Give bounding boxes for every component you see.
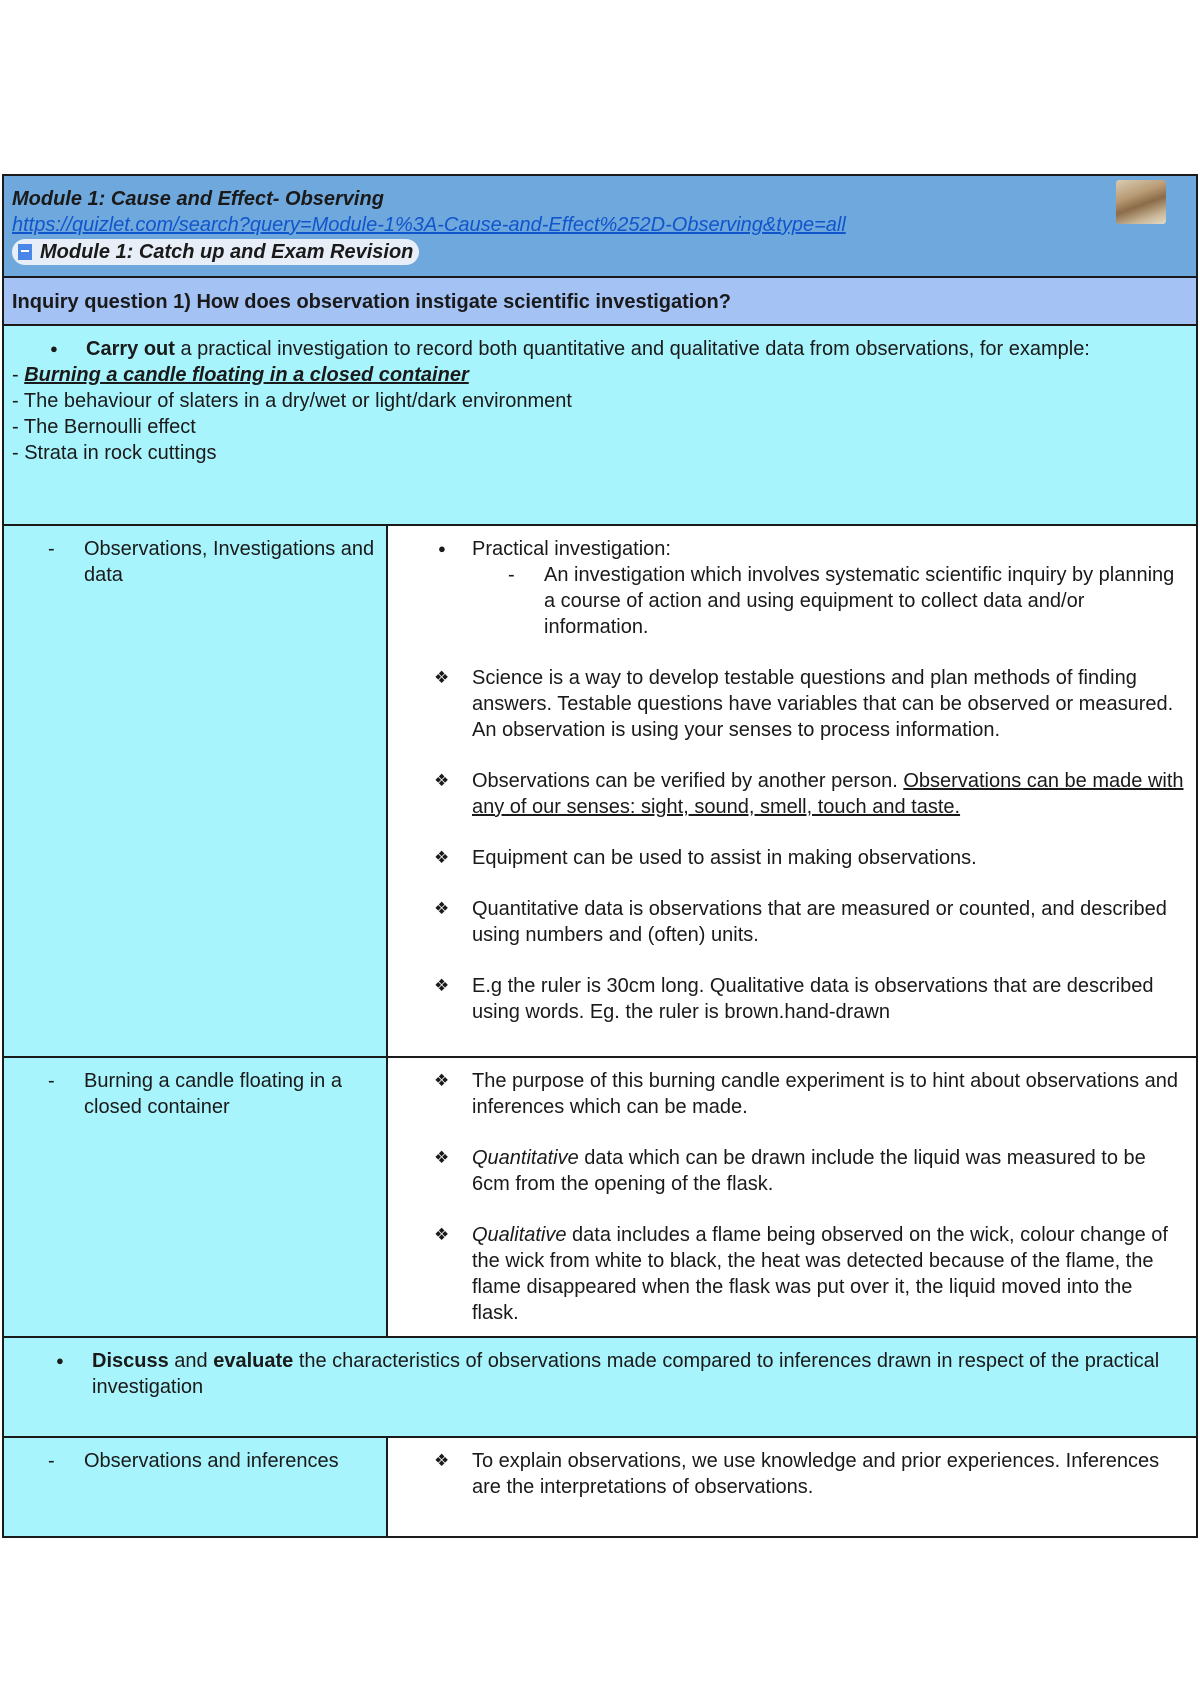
quizlet-link[interactable]: https://quizlet.com/search?query=Module-1%3A-Cause-and-Effect%252D-Observing&type=all bbox=[12, 214, 846, 236]
equipment-item: ❖ Equipment can be used to assist in making observations. bbox=[388, 845, 1184, 871]
practical-text: Practical investigation: bbox=[472, 538, 671, 560]
practical-item bbox=[388, 536, 1184, 562]
quant-word: Quantitative bbox=[472, 1147, 579, 1169]
qual-word: Qualitative bbox=[472, 1224, 567, 1246]
slater-photo-image bbox=[1116, 180, 1166, 224]
example-4: - Strata in rock cuttings bbox=[12, 442, 217, 464]
verified-text: Observations can be verified by another person. bbox=[472, 770, 904, 792]
section-2-left bbox=[4, 1058, 388, 1336]
inferences-item: ❖ To explain observations, we use knowledge and prior experiences. Inferences are the interpretations of observations. bbox=[388, 1448, 1184, 1500]
module-header bbox=[4, 176, 1196, 278]
chip-label: Module 1: Catch up and Exam Revision bbox=[40, 240, 414, 263]
doc-smart-chip[interactable] bbox=[12, 239, 419, 265]
carry-out-text: a practical investigation to record both quantitative and qualitative data from observations, for example: bbox=[174, 338, 1090, 360]
discuss-bullet bbox=[12, 1348, 1188, 1400]
example-1-text: Burning a candle floating in a closed container bbox=[24, 364, 469, 386]
module-title: Module 1: Cause and Effect- Observing bbox=[12, 188, 384, 210]
discuss-section bbox=[4, 1338, 1196, 1438]
example-1: - Burning a candle floating in a closed container bbox=[12, 364, 469, 386]
section-3-heading: - Observations and inferences bbox=[4, 1448, 386, 1474]
notes-table bbox=[2, 174, 1198, 1538]
section-2-heading: - Burning a candle floating in a closed container bbox=[4, 1068, 386, 1120]
senses-text: Observations can be made with any of our senses: sight, sound, smell, touch and taste. bbox=[472, 770, 1184, 818]
carry-out-bold: Carry out bbox=[86, 338, 175, 360]
intro-section bbox=[4, 326, 1196, 526]
purpose-item: ❖ The purpose of this burning candle experiment is to hint about observations and inferences which can be made. bbox=[388, 1068, 1184, 1120]
section-1-right bbox=[388, 526, 1196, 1056]
verified-item bbox=[388, 768, 1184, 820]
qual-item bbox=[388, 1222, 1184, 1326]
quant-text: data which can be drawn include the liquid was measured to be 6cm from the opening of the flask. bbox=[472, 1147, 1146, 1195]
quant-item bbox=[388, 1145, 1184, 1197]
section-3-left bbox=[4, 1438, 388, 1536]
example-3: - The Bernoulli effect bbox=[12, 416, 196, 438]
section-2-right bbox=[388, 1058, 1196, 1336]
practical-sub-item: - An investigation which involves systematic scientific inquiry by planning a course of action and using equipment to collect data and/or information. bbox=[388, 562, 1184, 640]
discuss-bold: Discuss bbox=[92, 1350, 169, 1372]
qual-text: data includes a flame being observed on the wick, colour change of the wick from white to black, the heat was detected because of the flame, the flame disappeared when the flask was put over it, the liquid moved into the flask. bbox=[472, 1224, 1168, 1324]
science-item: ❖ Science is a way to develop testable questions and plan methods of finding answers. Testable questions have variables that can be observed or measured. An observation is using your senses to process information. bbox=[388, 665, 1184, 743]
section-inferences bbox=[4, 1438, 1196, 1536]
discuss-text: the characteristics of observations made compared to inferences drawn in respect of the practical investigation bbox=[92, 1350, 1160, 1398]
inquiry-question: Inquiry question 1) How does observation instigate scientific investigation? bbox=[4, 278, 1196, 326]
section-1-left bbox=[4, 526, 388, 1056]
section-observations bbox=[4, 526, 1196, 1058]
quantitative-item: ❖ Quantitative data is observations that are measured or counted, and described using numbers and (often) units. bbox=[388, 896, 1184, 948]
google-doc-icon bbox=[18, 244, 32, 260]
section-candle bbox=[4, 1058, 1196, 1338]
evaluate-bold: evaluate bbox=[213, 1350, 294, 1372]
carry-out-bullet bbox=[12, 336, 1188, 362]
section-3-right bbox=[388, 1438, 1196, 1536]
section-1-heading: - Observations, Investigations and data bbox=[4, 536, 386, 588]
example-2: - The behaviour of slaters in a dry/wet or light/dark environment bbox=[12, 390, 572, 412]
qualitative-item: ❖ E.g the ruler is 30cm long. Qualitative data is observations that are described using words. Eg. the ruler is brown.hand-drawn bbox=[388, 973, 1184, 1025]
discuss-and: and bbox=[168, 1350, 214, 1372]
